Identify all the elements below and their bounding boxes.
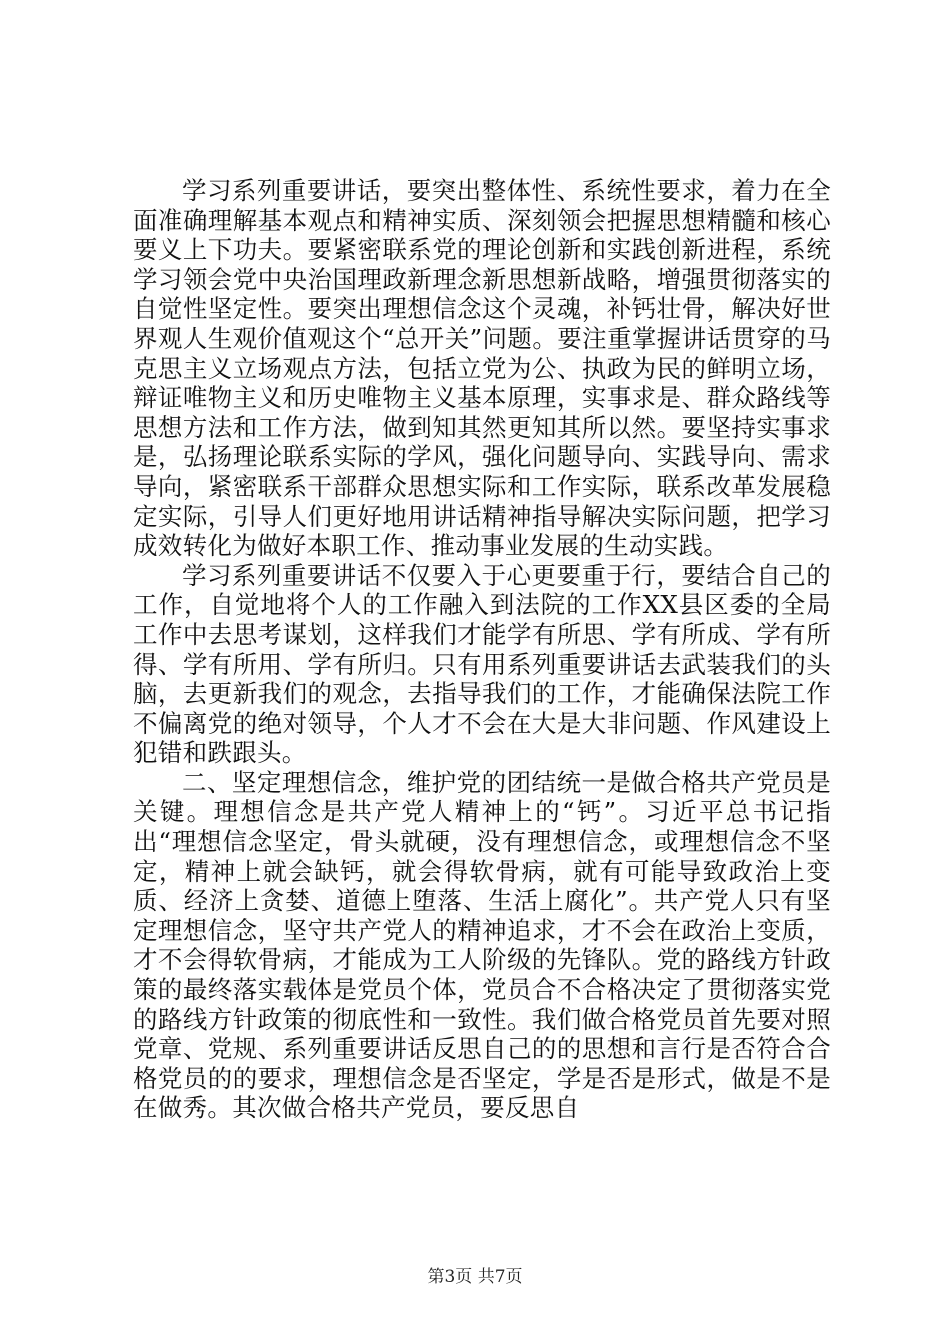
paragraph-3: 二、坚定理想信念，维护党的团结统一是做合格共产党员是关键。理想信念是共产党人精神上的“钙”。习近平总书记指出“理想信念坚定，骨头就硬，没有理想信念，或理想信念不坚定，精神上就会缺钙，就会得软骨病，就有可能导致政治上变质、经济上贪婪、道德上堕落、生活上腐化”。共产党人只有坚定理想信念，坚守共产党人的精神追求，才不会在政治上变质，才不会得软骨病，才能成为工人阶级的先锋队。党的路线方针政策的最终落实载体是党员个体，党员合不合格决定了贯彻落实党的路线方针政策的彻底性和一致性。我们做合格党员首先要对照党章、党规、系列重要讲话反思自己的的思想和言行是否符合合格党员的的要求，理想信念是否坚定，学是否是形式，做是不是在做秀。其次做合格共产党员，要反思自 bbox=[133, 767, 832, 1123]
paragraph-2: 学习系列重要讲话不仅要入于心更要重于行，要结合自己的工作，自觉地将个人的工作融入到法院的工作XX县区委的全局工作中去思考谋划，这样我们才能学有所思、学有所成、学有所得、学有所用、学有所归。只有用系列重要讲话去武装我们的头脑，去更新我们的观念，去指导我们的工作，才能确保法院工作不偏离党的绝对领导，个人才不会在大是大非问题、作风建设上犯错和跌跟头。 bbox=[133, 560, 831, 768]
document-body bbox=[133, 176, 831, 1123]
paragraph-1: 学习系列重要讲话，要突出整体性、系统性要求，着力在全面准确理解基本观点和精神实质、深刻领会把握思想精髓和核心要义上下功夫。要紧密联系党的理论创新和实践创新进程，系统学习领会党中央治国理政新理念新思想新战略，增强贯彻落实的自觉性坚定性。要突出理想信念这个灵魂，补钙壮骨，解决好世界观人生观价值观这个“总开关”问题。要注重掌握讲话贯穿的马克思主义立场观点方法，包括立党为公、执政为民的鲜明立场，辩证唯物主义和历史唯物主义基本原理，实事求是、群众路线等思想方法和工作方法，做到知其然更知其所以然。要坚持实事求是，弘扬理论联系实际的学风，强化问题导向、实践导向、需求导向，紧密联系干部群众思想实际和工作实际，联系改革发展稳定实际，引导人们更好地用讲话精神指导解决实际问题，把学习成效转化为做好本职工作、推动事业发展的生动实践。 bbox=[133, 176, 831, 561]
page-number-footer: 第3页 共7页 bbox=[427, 1267, 523, 1287]
